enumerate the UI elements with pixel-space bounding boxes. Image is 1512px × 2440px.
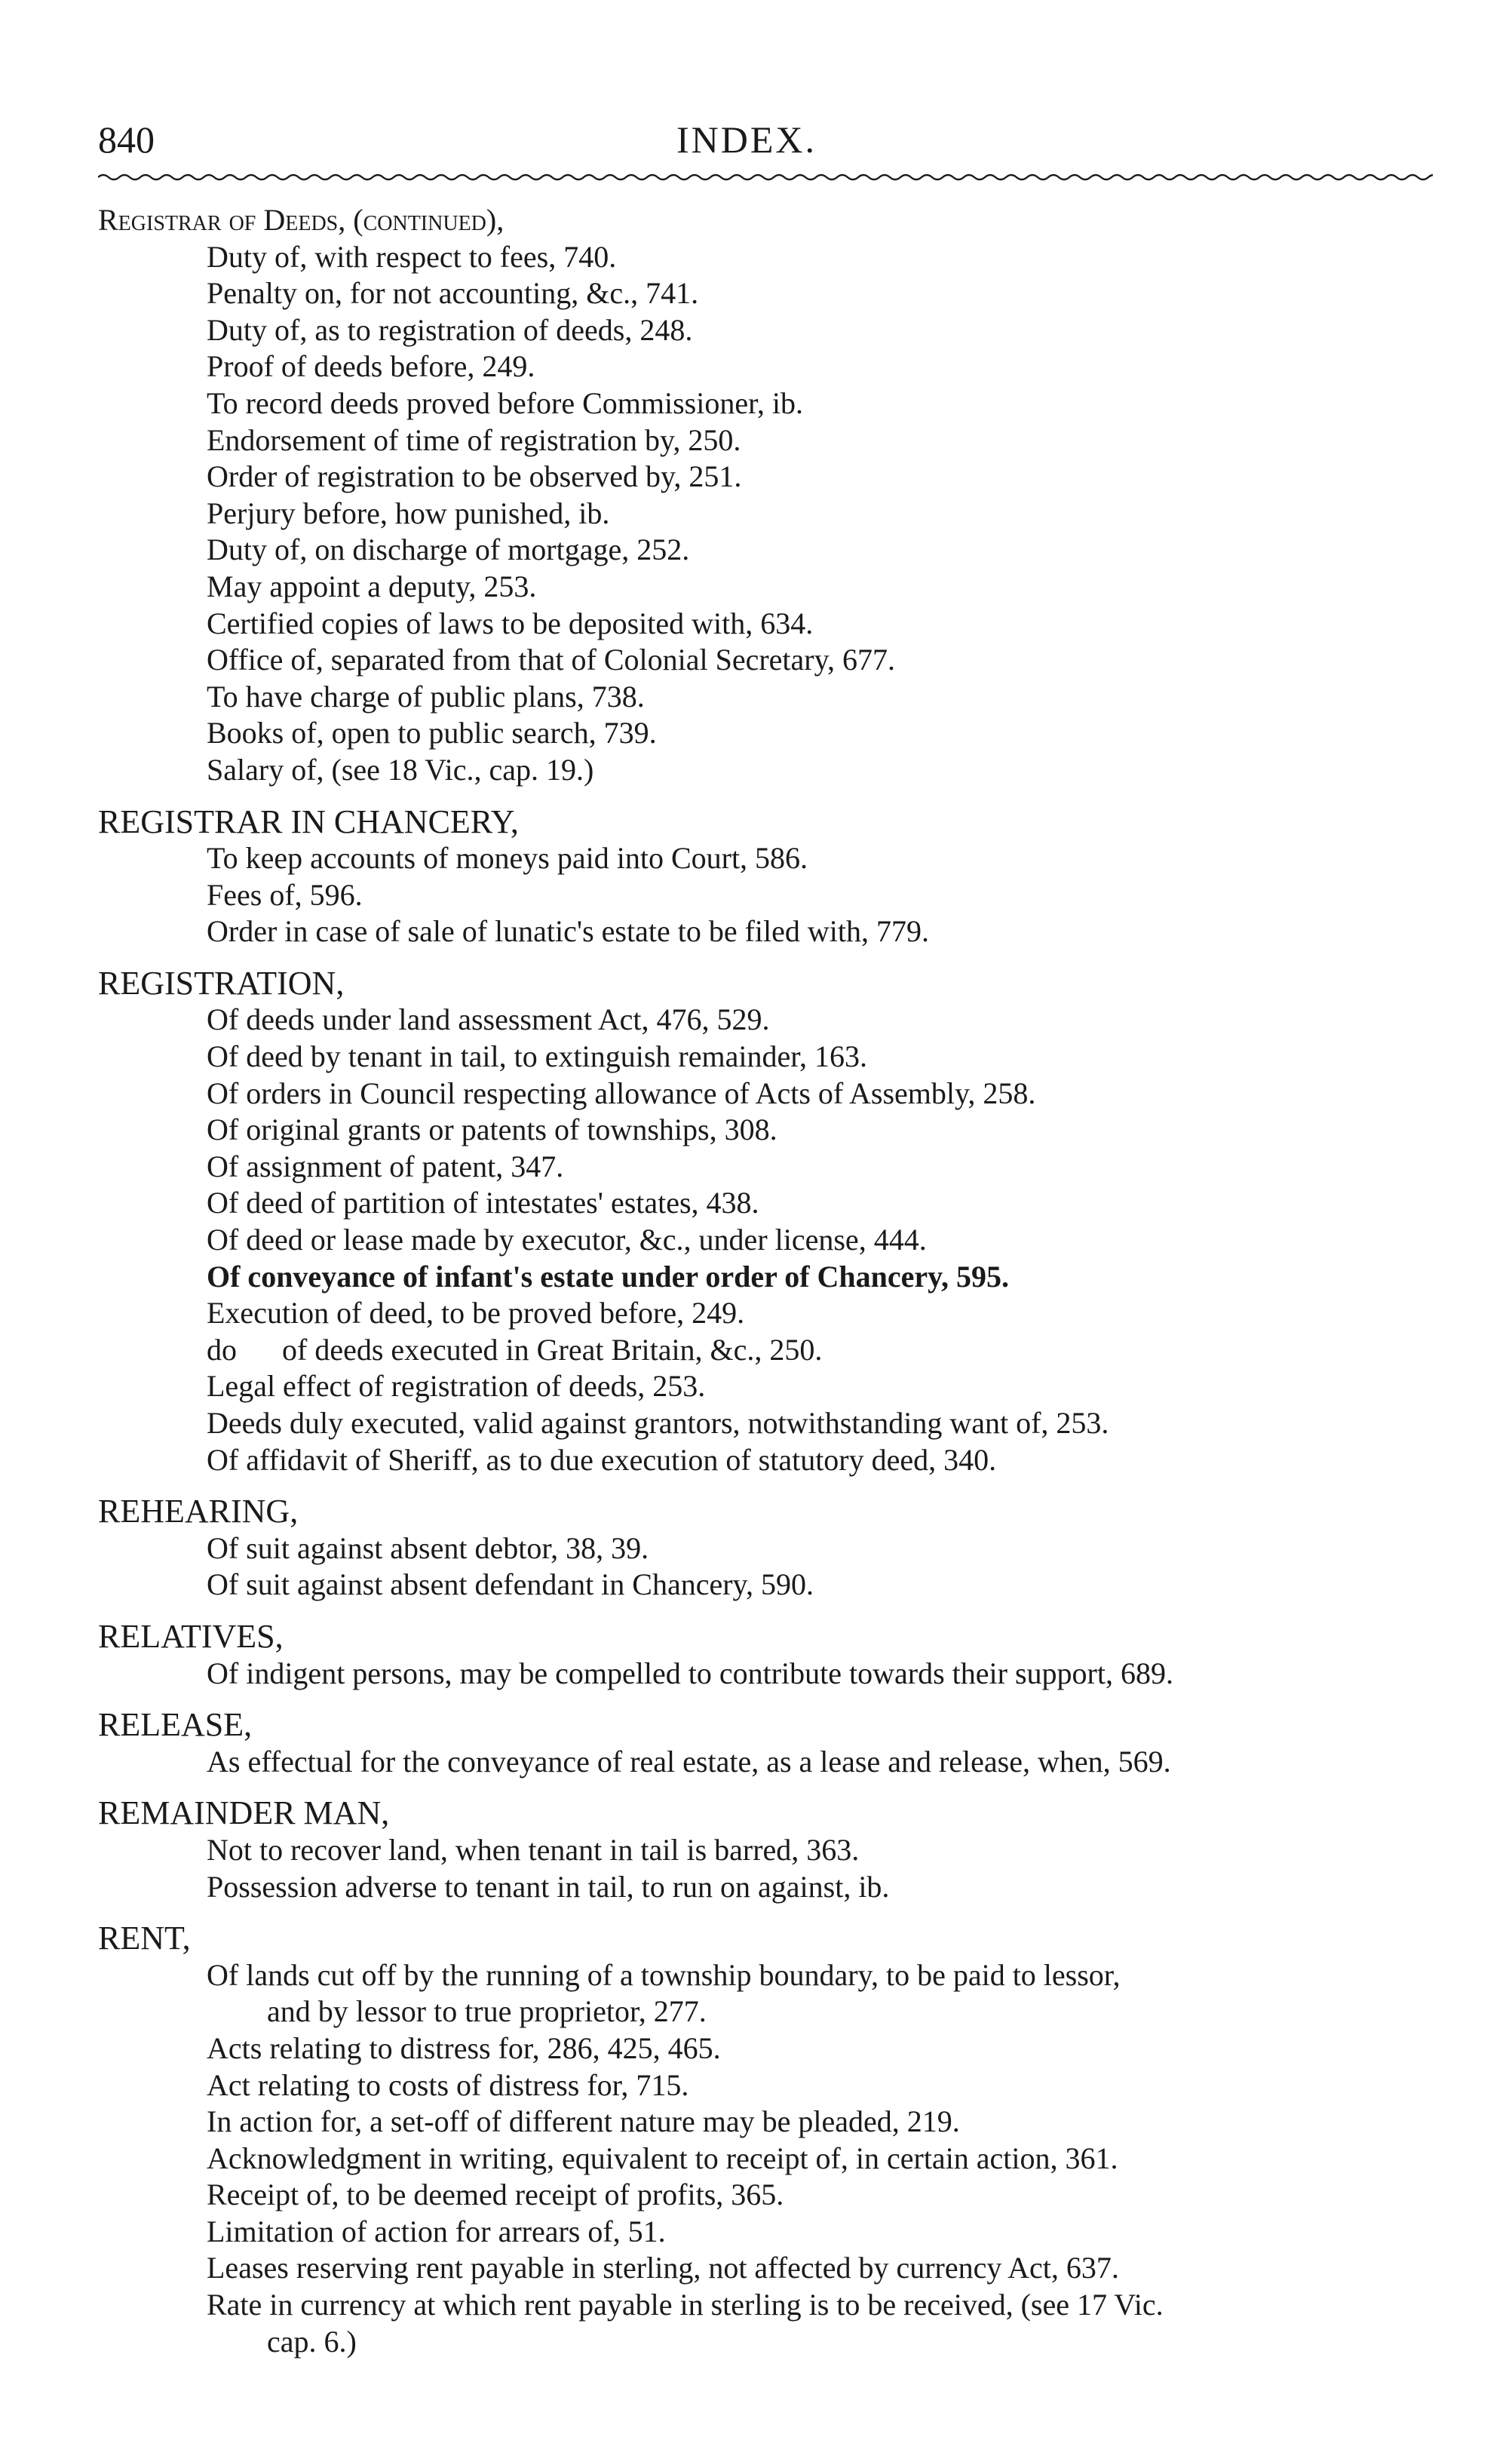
sub-entry: Of indigent persons, may be compelled to contribute towards their support, 689.: [207, 1656, 1173, 1690]
sub-entry: Of deeds under land assessment Act, 476, 529.: [207, 1002, 770, 1037]
sub-entry: In action for, a set-off of different nature may be pleaded, 219.: [207, 2104, 960, 2139]
sub-entry: Of suit against absent defendant in Chancery, 590.: [207, 1567, 814, 1602]
index-entry: [98, 1707, 1433, 1780]
index-entry: [98, 804, 1433, 950]
sub-entry: Of deed of partition of intestates' estates, 438.: [207, 1186, 759, 1220]
entry-heading: RELEASE,: [98, 1706, 253, 1744]
index-entry: [98, 1795, 1433, 1905]
sub-entry: Of deed by tenant in tail, to extinguish remainder, 163.: [207, 1039, 867, 1074]
wavy-rule: [98, 172, 1433, 183]
sub-entry: Duty of, with respect to fees, 740.: [207, 239, 617, 274]
sub-entry: May appoint a deputy, 253.: [207, 569, 537, 603]
sub-entry: do of deeds executed in Great Britain, &c., 250.: [207, 1332, 823, 1367]
sub-entry: Perjury before, how punished, ib.: [207, 496, 610, 530]
entry-heading: Registrar of Deeds, (continued),: [98, 203, 505, 237]
index-entry: [98, 1493, 1433, 1604]
sub-entry: Of suit against absent debtor, 38, 39.: [207, 1530, 649, 1565]
sub-entry: To have charge of public plans, 738.: [207, 679, 645, 714]
sub-entry: Order of registration to be observed by, 251.: [207, 459, 742, 494]
sub-entry: Duty of, as to registration of deeds, 248.: [207, 312, 693, 347]
sub-entry: Act relating to costs of distress for, 715.: [207, 2067, 689, 2102]
sub-entry: Salary of, (see 18 Vic., cap. 19.): [207, 752, 594, 787]
running-head: [98, 113, 1395, 173]
sub-entry: Books of, open to public search, 739.: [207, 716, 657, 750]
index-entry: [98, 1920, 1433, 2360]
sub-entry: Of affidavit of Sheriff, as to due execution of statutory deed, 340.: [207, 1442, 997, 1477]
sub-entry: Order in case of sale of lunatic's estate to be filed with, 779.: [207, 914, 930, 949]
sub-entry: Legal effect of registration of deeds, 253.: [207, 1369, 706, 1404]
sub-entry: Acknowledgment in writing, equivalent to receipt of, in certain action, 361.: [207, 2141, 1118, 2175]
sub-entry: Not to recover land, when tenant in tail is barred, 363.: [207, 1832, 860, 1867]
sub-entry: Rate in currency at which rent payable in sterling is to be received, (see 17 Vic.: [207, 2288, 1164, 2322]
sub-entry: Acts relating to distress for, 286, 425, 465.: [207, 2030, 721, 2065]
sub-entry: Endorsement of time of registration by, 250.: [207, 422, 741, 457]
sub-entry: Duty of, on discharge of mortgage, 252.: [207, 533, 690, 567]
sub-entry: To record deeds proved before Commissioner, ib.: [207, 385, 803, 420]
sub-entry: Leases reserving rent payable in sterling, not affected by currency Act, 637.: [207, 2251, 1119, 2285]
sub-entry: Of deed or lease made by executor, &c., under license, 444.: [207, 1223, 927, 1257]
index-entries: [98, 202, 1433, 2375]
sub-entry-continuation: cap. 6.): [267, 2324, 357, 2359]
sub-entry: Limitation of action for arrears of, 51.: [207, 2214, 666, 2248]
entry-heading: REGISTRATION,: [98, 964, 345, 1002]
sub-entry: As effectual for the conveyance of real estate, as a lease and release, when, 569.: [207, 1744, 1171, 1779]
sub-entry: Execution of deed, to be proved before, 249.: [207, 1296, 745, 1330]
page-number: 840: [98, 118, 155, 161]
sub-entry: Penalty on, for not accounting, &c., 741.: [207, 276, 699, 311]
entry-heading: REHEARING,: [98, 1493, 299, 1530]
page-title: INDEX.: [676, 118, 817, 161]
sub-entry: Proof of deeds before, 249.: [207, 349, 535, 384]
entry-heading: RENT,: [98, 1920, 191, 1957]
sub-entry: To keep accounts of moneys paid into Court, 586.: [207, 841, 808, 876]
sub-entry: Of conveyance of infant's estate under order of Chancery, 595.: [207, 1259, 1009, 1294]
sub-entry: Of original grants or patents of townships, 308.: [207, 1113, 777, 1147]
sub-entry: Certified copies of laws to be deposited with, 634.: [207, 606, 814, 640]
sub-entry: Possession adverse to tenant in tail, to run on against, ib.: [207, 1869, 890, 1904]
entry-heading: RELATIVES,: [98, 1617, 284, 1655]
entry-heading: REGISTRAR IN CHANCERY,: [98, 803, 519, 840]
sub-entry: Of orders in Council respecting allowance of Acts of Assembly, 258.: [207, 1076, 1036, 1110]
entry-heading: REMAINDER MAN,: [98, 1794, 390, 1832]
sub-entry: Office of, separated from that of Colonial Secretary, 677.: [207, 643, 896, 677]
sub-entry: Of lands cut off by the running of a township boundary, to be paid to lessor,: [207, 1957, 1121, 1992]
index-entry: [98, 1619, 1433, 1692]
sub-entry: Fees of, 596.: [207, 877, 363, 912]
index-entry: [98, 202, 1433, 789]
index-entry: [98, 965, 1433, 1478]
sub-entry: Deeds duly executed, valid against grantors, notwithstanding want of, 253.: [207, 1406, 1109, 1440]
sub-entry: Receipt of, to be deemed receipt of profits, 365.: [207, 2178, 784, 2212]
sub-entry: Of assignment of patent, 347.: [207, 1149, 564, 1183]
sub-entry-continuation: and by lessor to true proprietor, 277.: [267, 1994, 707, 2029]
